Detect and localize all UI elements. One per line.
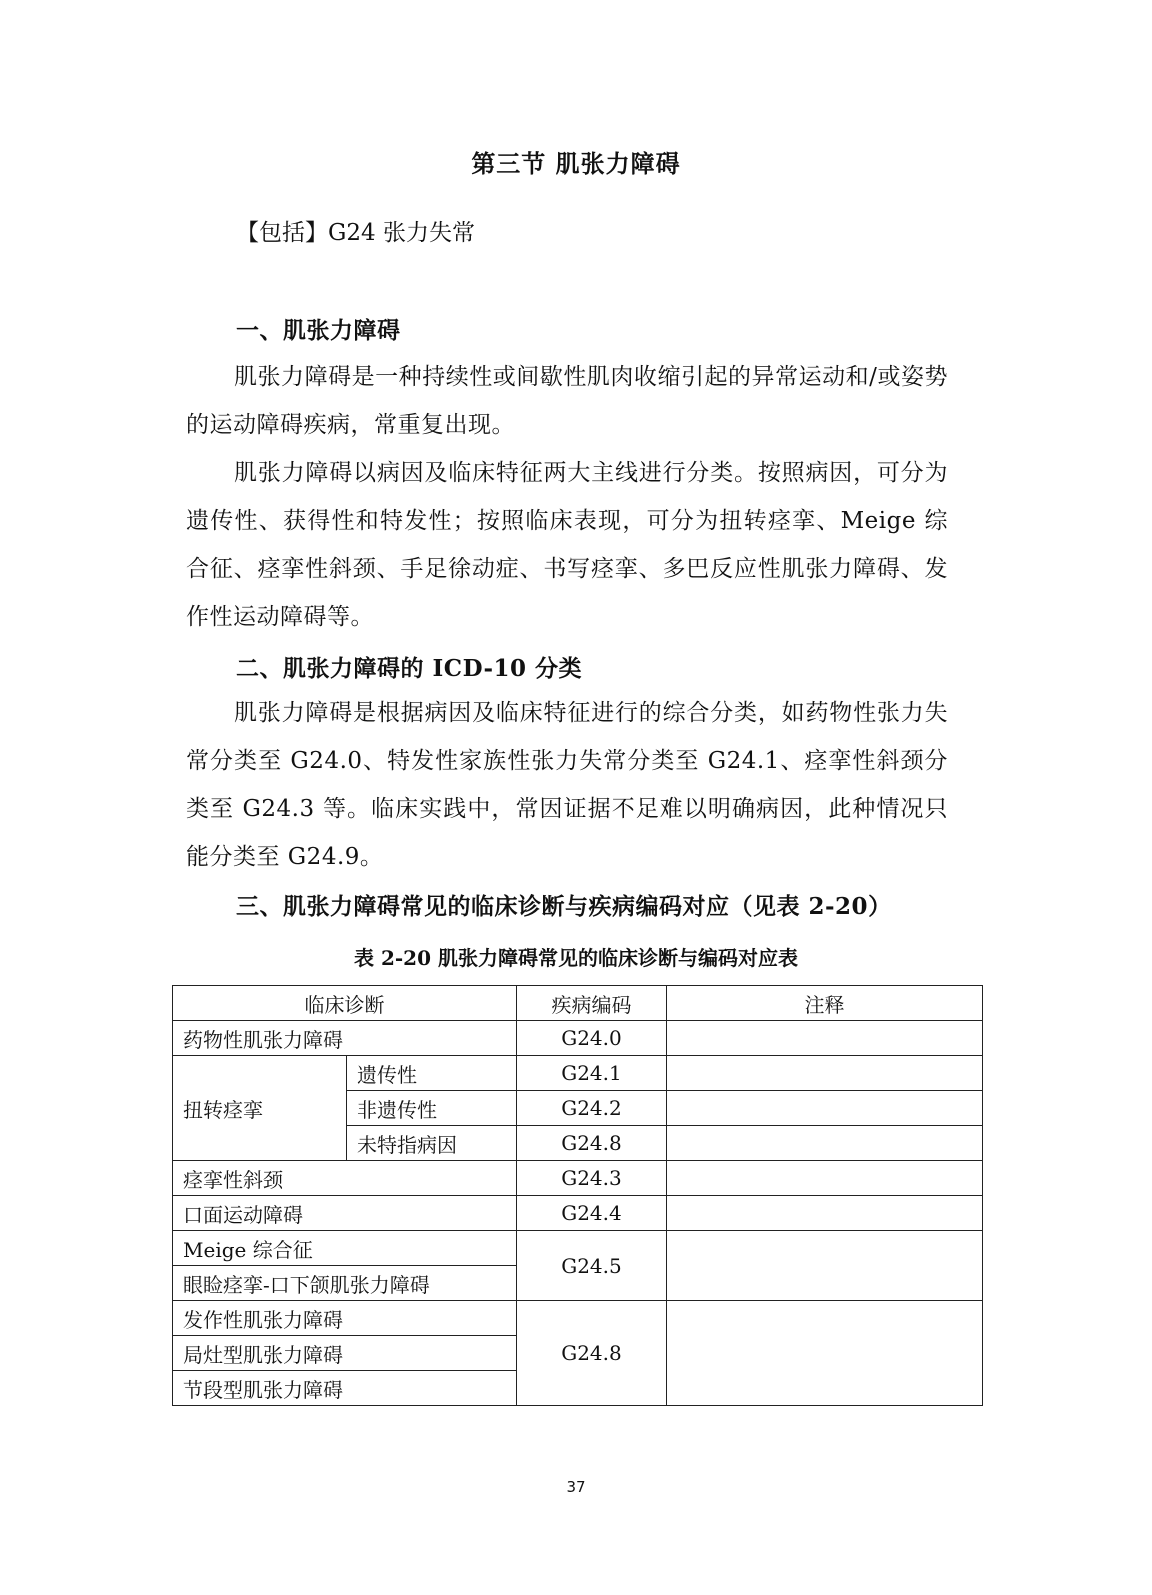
code-cell: G24.8 — [517, 1126, 667, 1161]
code-cell: G24.0 — [517, 1021, 667, 1056]
diagnosis-code-table — [172, 985, 983, 1406]
paragraph-2: 肌张力障碍以病因及临床特征两大主线进行分类。按照病因，可分为遗传性、获得性和特发性；按照临床表现，可分为扭转痉挛、Meige 综合征、痉挛性斜颈、手足徐动症、书写痉挛、多巴反应性肌张力障碍、发作性运动障碍等。 — [186, 460, 948, 630]
code-cell: G24.2 — [517, 1091, 667, 1126]
heading-1: 一、肌张力障碍 — [236, 317, 401, 344]
heading-3: 三、肌张力障碍常见的临床诊断与疾病编码对应（见表 2-20） — [236, 893, 892, 920]
sub-diagnosis-cell: 非遗传性 — [347, 1091, 517, 1126]
note-cell — [667, 1231, 983, 1301]
diagnosis-cell: Meige 综合征 — [173, 1231, 517, 1266]
code-cell: G24.8 — [517, 1301, 667, 1406]
diagnosis-cell: 药物性肌张力障碍 — [173, 1021, 517, 1056]
diagnosis-cell: 节段型肌张力障碍 — [173, 1371, 517, 1406]
heading-2: 二、肌张力障碍的 ICD-10 分类 — [236, 655, 583, 682]
diagnosis-cell-torsion: 扭转痉挛 — [173, 1056, 347, 1161]
page-number: 37 — [566, 1478, 586, 1496]
code-cell: G24.5 — [517, 1231, 667, 1301]
diagnosis-cell: 局灶型肌张力障碍 — [173, 1336, 517, 1371]
diagnosis-cell: 痉挛性斜颈 — [173, 1161, 517, 1196]
sub-diagnosis-cell: 遗传性 — [347, 1056, 517, 1091]
header-diagnosis: 临床诊断 — [173, 986, 517, 1021]
header-note: 注释 — [667, 986, 983, 1021]
table-row — [173, 1161, 983, 1196]
note-cell — [667, 1021, 983, 1056]
diagnosis-cell: 口面运动障碍 — [173, 1196, 517, 1231]
note-cell — [667, 1091, 983, 1126]
table-row — [173, 1231, 983, 1266]
diagnosis-cell: 发作性肌张力障碍 — [173, 1301, 517, 1336]
note-cell — [667, 1196, 983, 1231]
table-row — [173, 1021, 983, 1056]
code-cell: G24.1 — [517, 1056, 667, 1091]
table-row — [173, 1056, 983, 1091]
table-header-row — [173, 986, 983, 1021]
note-cell — [667, 1161, 983, 1196]
code-cell: G24.3 — [517, 1161, 667, 1196]
table-row — [173, 1301, 983, 1336]
sub-diagnosis-cell: 未特指病因 — [347, 1126, 517, 1161]
include-line: 【包括】G24 张力失常 — [236, 220, 475, 246]
note-cell — [667, 1126, 983, 1161]
note-cell — [667, 1056, 983, 1091]
paragraph-1: 肌张力障碍是一种持续性或间歇性肌肉收缩引起的异常运动和/或姿势的运动障碍疾病，常重复出现。 — [186, 364, 948, 438]
table-row — [173, 1196, 983, 1231]
paragraph-3: 肌张力障碍是根据病因及临床特征进行的综合分类，如药物性张力失常分类至 G24.0、特发性家族性张力失常分类至 G24.1、痉挛性斜颈分类至 G24.3 等。临床实践中，常因证据不足难以明确病因，此种情况只能分类至 G24.9。 — [186, 700, 948, 870]
table-caption: 表 2-20 肌张力障碍常见的临床诊断与编码对应表 — [354, 946, 798, 970]
header-code: 疾病编码 — [517, 986, 667, 1021]
diagnosis-cell: 眼睑痉挛-口下颌肌张力障碍 — [173, 1266, 517, 1301]
note-cell — [667, 1301, 983, 1406]
code-cell: G24.4 — [517, 1196, 667, 1231]
section-title: 第三节 肌张力障碍 — [471, 149, 681, 178]
